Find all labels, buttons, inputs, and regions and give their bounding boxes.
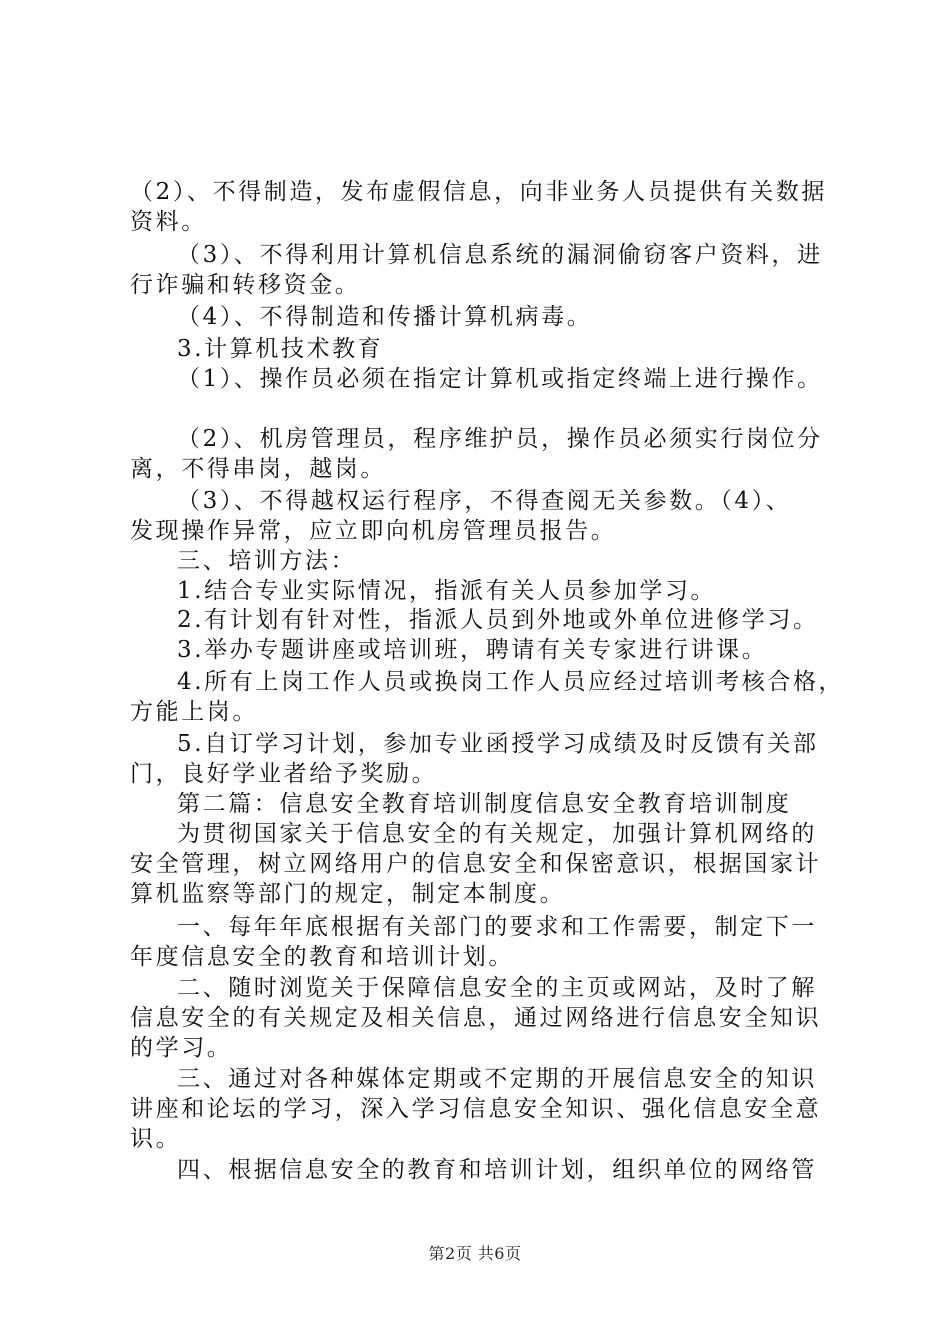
page-number-footer: 第2页 共6页 [428,1244,522,1263]
text-line-22: 安全管理，树立网络用户的信息安全和保密意识，根据国家计 [130,851,822,877]
text-line-19: 门，良好学业者给予奖励。 [130,761,438,787]
text-line-23: 算机监察等部门的规定，制定本制度。 [130,881,566,907]
text-line-16: 4.所有上岗工作人员或换岗工作人员应经过培训考核合格， [177,669,845,695]
text-line-15: 3.举办专题讲座或培训班，聘请有关专家进行讲课。 [177,637,768,663]
text-line-10: （3）、不得越权运行程序，不得查阅无关参数。（4）、 [177,488,792,514]
text-line-32: 四、根据信息安全的教育和培训计划，组织单位的网络管 [177,1157,817,1183]
text-line-25: 年度信息安全的教育和培训计划。 [130,944,514,970]
text-line-7: （1）、操作员必须在指定计算机或指定终端上进行操作。 [177,366,823,392]
text-line-6: 3.计算机技术教育 [177,336,384,362]
text-line-12: 三、培训方法： [177,548,357,574]
text-line-31: 识。 [130,1126,182,1152]
text-line-28: 的学习。 [130,1035,233,1061]
text-line-2: 资料。 [130,209,207,235]
text-line-30: 讲座和论坛的学习，深入学习信息安全知识、强化信息安全意 [130,1096,822,1122]
text-line-29: 三、通过对各种媒体定期或不定期的开展信息安全的知识 [177,1066,817,1092]
text-line-26: 二、随时浏览关于保障信息安全的主页或网站，及时了解 [177,975,817,1001]
text-line-11: 发现操作异常，应立即向机房管理员报告。 [130,518,617,544]
text-line-17: 方能上岗。 [130,699,258,725]
text-line-20: 第二篇：信息安全教育培训制度信息安全教育培训制度 [177,791,792,817]
text-line-21: 为贯彻国家关于信息安全的有关规定，加强计算机网络的 [177,821,817,847]
text-line-18: 5.自订学习计划，参加专业函授学习成绩及时反馈有关部 [177,731,819,757]
text-line-1: （2）、不得制造，发布虚假信息，向非业务人员提供有关数据 [130,179,827,205]
text-line-3: （3）、不得利用计算机信息系统的漏洞偷窃客户资料，进 [177,242,823,268]
text-line-14: 2.有计划有针对性，指派人员到外地或外单位进修学习。 [177,607,819,633]
text-line-13: 1.结合专业实际情况，指派有关人员参加学习。 [177,578,717,604]
text-line-8: （2）、机房管理员，程序维护员，操作员必须实行岗位分 [177,426,823,452]
text-line-5: （4）、不得制造和传播计算机病毒。 [177,304,593,330]
text-line-9: 离，不得串岗，越岗。 [130,456,386,482]
text-line-27: 信息安全的有关规定及相关信息，通过网络进行信息安全知识 [130,1005,822,1031]
text-line-4: 行诈骗和转移资金。 [130,272,361,298]
text-line-24: 一、每年年底根据有关部门的要求和工作需要，制定下一 [177,914,817,940]
